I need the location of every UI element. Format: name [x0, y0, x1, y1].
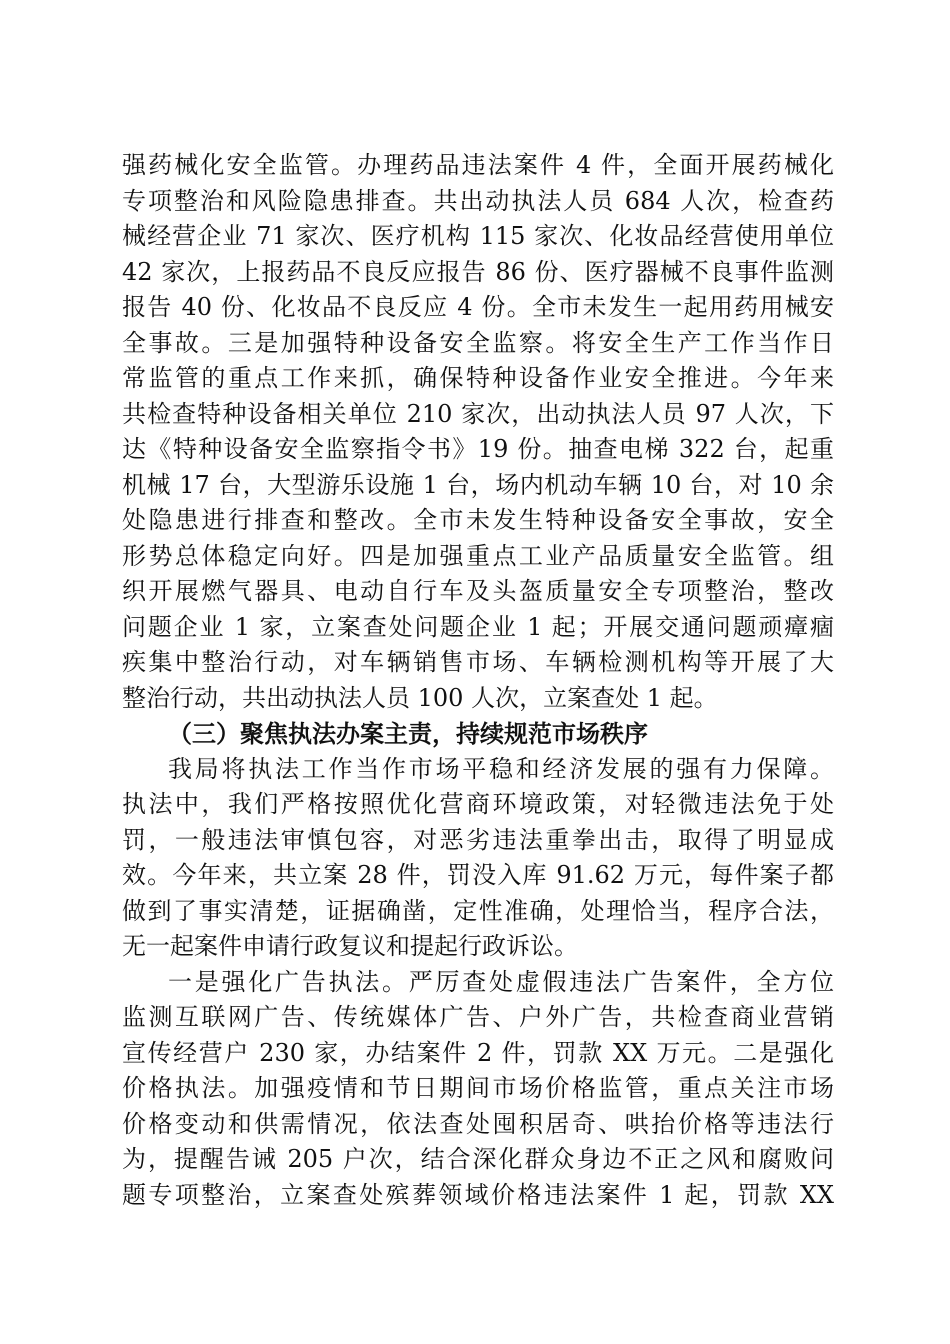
text-line: 达《特种设备安全监察指令书》19 份。抽查电梯 322 台，起重: [122, 435, 834, 463]
text-line: 做到了事实清楚，证据确凿，定性准确，处理恰当，程序合法，: [122, 896, 834, 925]
text-line: 全事故。三是加强特种设备安全监察。将安全生产工作当作日: [122, 328, 834, 357]
text-line: 价格执法。加强疫情和节日期间市场价格监管，重点关注市场: [122, 1074, 834, 1102]
text-line: 一是强化广告执法。严厉查处虚假违法广告案件，全方位: [168, 967, 834, 996]
text-line: 无一起案件申请行政复议和提起行政诉讼。: [122, 932, 578, 960]
text-line: 专项整治和风险隐患排查。共出动执法人员 684 人次，检查药: [122, 186, 834, 215]
text-line: 织开展燃气器具、电动自行车及头盔质量安全专项整治，整改: [122, 577, 834, 605]
text-line: 监测互联网广告、传统媒体广告、户外广告，共检查商业营销: [122, 1003, 834, 1031]
text-line: 处隐患进行排查和整改。全市未发生特种设备安全事故，安全: [122, 506, 834, 534]
text-line: 共检查特种设备相关单位 210 家次，出动执法人员 97 人次，下: [122, 399, 834, 428]
text-line: 常监管的重点工作来抓，确保特种设备作业安全推进。今年来: [122, 364, 834, 392]
text-line: 我局将执法工作当作市场平稳和经济发展的强有力保障。: [168, 754, 834, 783]
text-line: 罚，一般违法审慎包容，对恶劣违法重拳出击，取得了明显成: [122, 825, 834, 854]
paragraph-law-enforcement: [122, 752, 834, 965]
text-line: 疾集中整治行动，对车辆销售市场、车辆检测机构等开展了大: [122, 648, 834, 676]
text-line: 效。今年来，共立案 28 件，罚没入库 91.62 万元，每件案子都: [122, 861, 834, 889]
paragraph-advertising-price-enforcement: [122, 965, 834, 1214]
text-line: 问题企业 1 家，立案查处问题企业 1 起；开展交通问题顽瘴痼: [122, 612, 834, 641]
text-line: 42 家次，上报药品不良反应报告 86 份、医疗器械不良事件监测: [122, 257, 834, 286]
text-line: 执法中，我们严格按照优化营商环境政策，对轻微违法免于处: [122, 790, 834, 818]
text-line: 报告 40 份、化妆品不良反应 4 份。全市未发生一起用药用械安: [122, 293, 834, 321]
text-line: 为，提醒告诫 205 户次，结合深化群众身边不正之风和腐败问: [122, 1145, 834, 1173]
paragraph-drug-device-special-equipment: [122, 148, 834, 716]
text-line: 题专项整治，立案查处殡葬领域价格违法案件 1 起，罚款 XX: [122, 1180, 834, 1209]
section-heading: （三）聚焦执法办案主责，持续规范市场秩序: [168, 719, 648, 748]
text-line: 械经营企业 71 家次、医疗机构 115 家次、化妆品经营使用单位: [122, 222, 834, 250]
text-line: 强药械化安全监管。办理药品违法案件 4 件，全面开展药械化: [122, 151, 834, 179]
document-page: [122, 148, 834, 1213]
text-line: 机械 17 台，大型游乐设施 1 台，场内机动车辆 10 台，对 10 余: [122, 470, 834, 499]
text-line: 宣传经营户 230 家，办结案件 2 件，罚款 XX 万元。二是强化: [122, 1038, 834, 1067]
text-line: 价格变动和供需情况，依法查处囤积居奇、哄抬价格等违法行: [122, 1109, 834, 1138]
text-line: 形势总体稳定向好。四是加强重点工业产品质量安全监管。组: [122, 541, 834, 570]
text-line: 整治行动，共出动执法人员 100 人次，立案查处 1 起。: [122, 683, 718, 712]
